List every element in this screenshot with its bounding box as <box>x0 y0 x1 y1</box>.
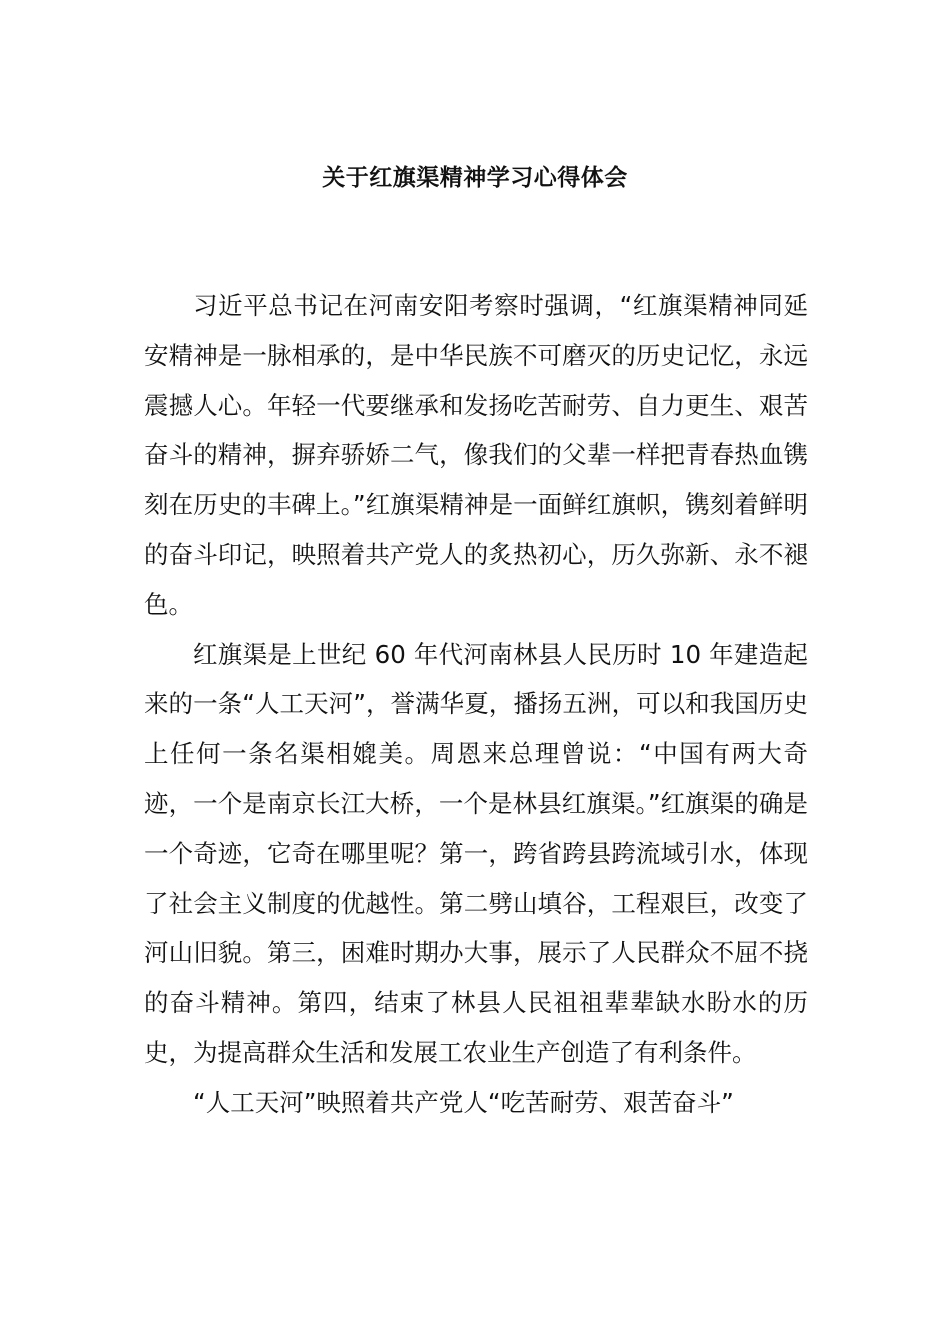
paragraph-3: “人工天河”映照着共产党人“吃苦耐劳、艰苦奋斗” <box>193 1087 734 1117</box>
document-title: 关于红旗渠精神学习心得体会 <box>322 165 628 191</box>
paragraph-1: 习近平总书记在河南安阳考察时强调，“红旗渠精神同延安精神是一脉相承的，是中华民族不可磨灭的历史记忆，永远震撼人心。年轻一代要继承和发扬吃苦耐劳、自力更生、艰苦奋斗的精神，摒弃骄娇二气，像我们的父辈一样把青春热血镌刻在历史的丰碑上。”红旗渠精神是一面鲜红旗帜，镌刻着鲜明的奋斗印记，映照着共产党人的炙热初心，历久弥新、永不褪色。 <box>144 291 808 619</box>
document-body <box>144 281 808 1128</box>
paragraph-2: 红旗渠是上世纪 60 年代河南林县人民历时 10 年建造起来的一条“人工天河”，誉满华夏，播扬五洲，可以和我国历史上任何一条名渠相媲美。周恩来总理曾说：“中国有两大奇迹，一个是南京长江大桥，一个是林县红旗渠。”红旗渠的确是一个奇迹，它奇在哪里呢？第一，跨省跨县跨流域引水，体现了社会主义制度的优越性。第二劈山填谷，工程艰巨，改变了河山旧貌。第三，困难时期办大事，展示了人民群众不屈不挠的奋斗精神。第四，结束了林县人民祖祖辈辈缺水盼水的历史，为提高群众生活和发展工农业生产创造了有利条件。 <box>144 639 808 1067</box>
